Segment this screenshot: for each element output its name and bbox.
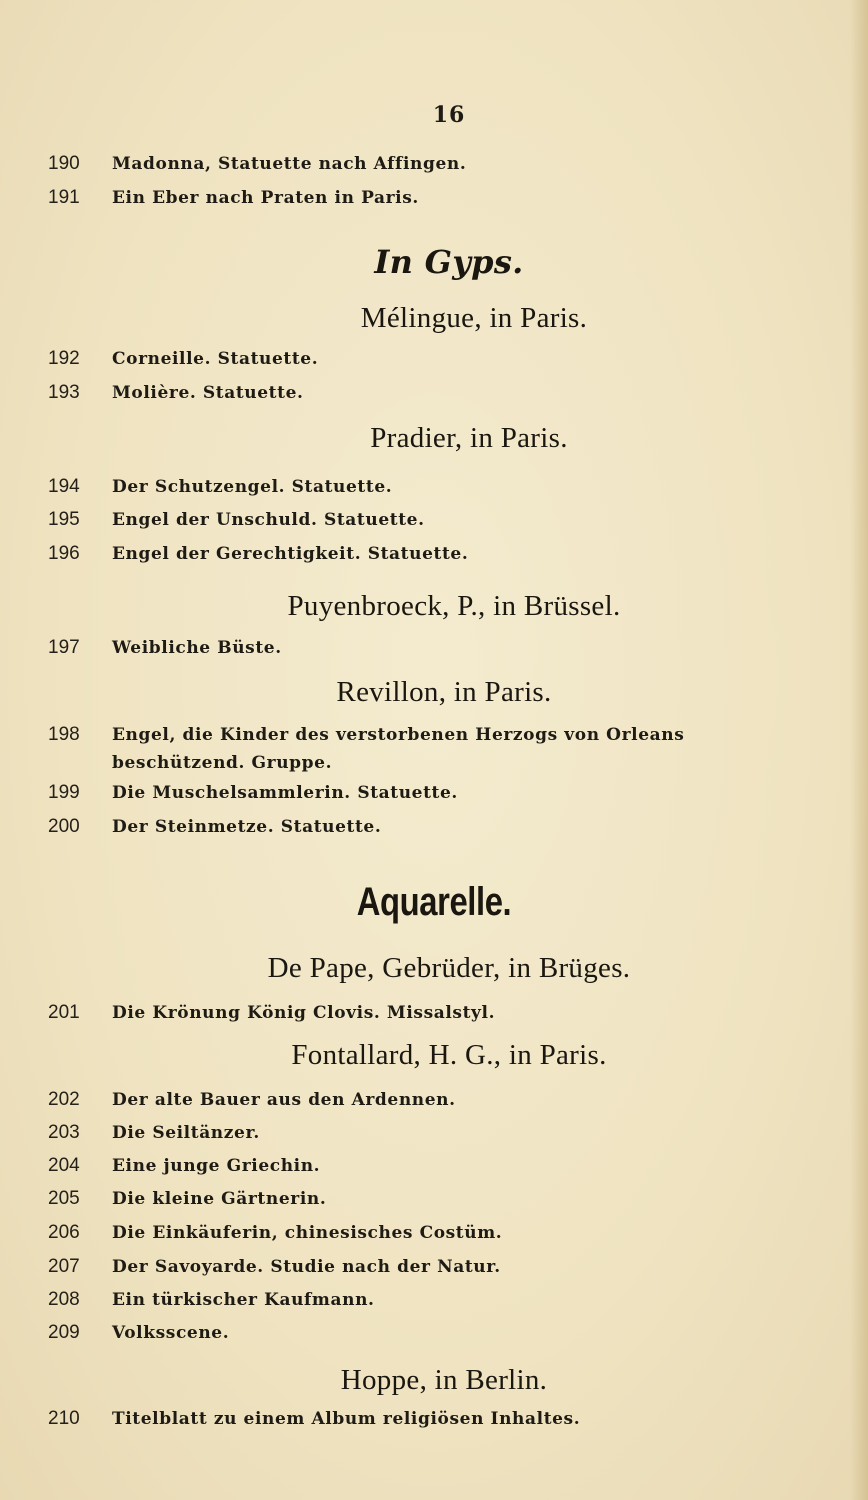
entry-title: Ein Eber nach Praten in Paris. (112, 188, 419, 208)
entry-title: Die kleine Gärtnerin. (112, 1189, 327, 1209)
artist-heading: Mélingue, in Paris. (360, 302, 588, 334)
entry-number: 200 (48, 816, 80, 837)
section-heading-aquarelle: Aquarelle. (356, 880, 512, 924)
entry-title: Titelblatt zu einem Album religiösen Inhaltes. (112, 1409, 581, 1429)
entry-number: 190 (48, 153, 80, 174)
entry-title: Die Muschelsammlerin. Statuette. (112, 783, 458, 803)
section-heading-gyps: In Gyps. (374, 243, 524, 281)
entry-number: 208 (48, 1289, 80, 1310)
entry-title: Der alte Bauer aus den Ardennen. (112, 1090, 456, 1110)
entry-number: 196 (48, 543, 80, 564)
entry-title: Der Steinmetze. Statuette. (112, 817, 382, 837)
artist-heading: Revillon, in Paris. (336, 676, 552, 708)
entry-title: Engel, die Kinder des verstorbenen Herzogs von Orleans beschützend. Gruppe. (112, 725, 685, 773)
entry-title: Die Seiltänzer. (112, 1123, 260, 1143)
entry-title: Die Krönung König Clovis. Missalstyl. (112, 1003, 496, 1023)
entry-title: Die Einkäuferin, chinesisches Costüm. (112, 1223, 503, 1243)
entry-title: Engel der Gerechtigkeit. Statuette. (112, 544, 469, 564)
entry-title: Der Schutzengel. Statuette. (112, 477, 393, 497)
entry-number: 191 (48, 187, 80, 208)
artist-heading: Hoppe, in Berlin. (340, 1364, 548, 1396)
entry-title: Der Savoyarde. Studie nach der Natur. (112, 1257, 501, 1277)
entry-number: 192 (48, 348, 80, 369)
entry-title: Ein türkischer Kaufmann. (112, 1290, 375, 1310)
entry-title: Volksscene. (112, 1323, 230, 1343)
entry-title: Madonna, Statuette nach Affingen. (112, 154, 467, 174)
entry-number: 194 (48, 476, 80, 497)
page-number: 16 (432, 102, 466, 128)
artist-heading: Fontallard, H. G., in Paris. (291, 1039, 607, 1071)
entry-number: 203 (48, 1122, 80, 1143)
entry-number: 207 (48, 1256, 80, 1277)
entry-number: 210 (48, 1408, 80, 1429)
entry-title: Weibliche Büste. (112, 638, 282, 658)
entry-number: 197 (48, 637, 80, 658)
entry-number: 205 (48, 1188, 80, 1209)
entry-title: Eine junge Griechin. (112, 1156, 321, 1176)
entry-title: Molière. Statuette. (112, 383, 304, 403)
artist-heading: De Pape, Gebrüder, in Brüges. (267, 952, 631, 984)
entry-number: 209 (48, 1322, 80, 1343)
page-edge-shadow (850, 0, 868, 1500)
artist-heading: Pradier, in Paris. (370, 422, 568, 454)
entry-number: 201 (48, 1002, 80, 1023)
entry-number: 202 (48, 1089, 80, 1110)
entry-number: 195 (48, 509, 80, 530)
entry-title: Engel der Unschuld. Statuette. (112, 510, 425, 530)
entry-title: Corneille. Statuette. (112, 349, 319, 369)
entry-number: 204 (48, 1155, 80, 1176)
entry-number: 198 (48, 724, 80, 745)
artist-heading: Puyenbroeck, P., in Brüssel. (287, 590, 621, 622)
entry-number: 206 (48, 1222, 80, 1243)
entry-number: 199 (48, 782, 80, 803)
entry-number: 193 (48, 382, 80, 403)
